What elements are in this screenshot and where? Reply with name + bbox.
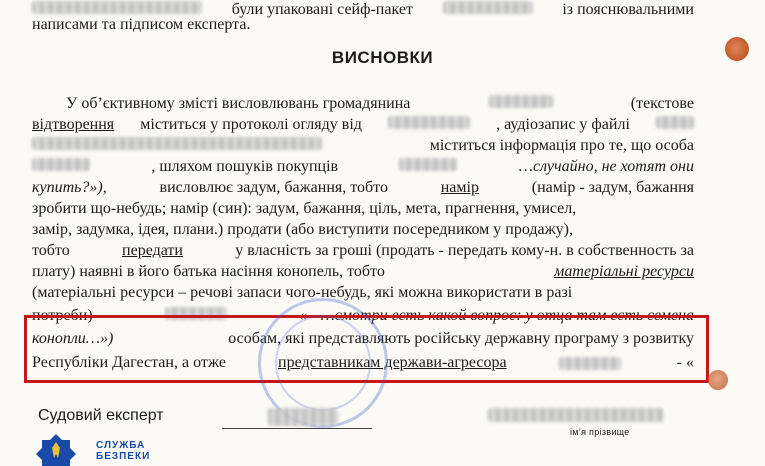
paragraph-line-10: (матеріальні ресурси – речові запаси чого-небудь, які можна використати в разі bbox=[32, 284, 573, 301]
signature-line bbox=[222, 428, 372, 429]
service-name: СЛУЖБА БЕЗПЕКИ bbox=[96, 440, 151, 462]
redacted-block bbox=[399, 158, 457, 171]
punch-hole-icon bbox=[725, 37, 749, 61]
paragraph-line-9: плату) наявні в його батька насіння конопель, тобто матеріальні ресурси bbox=[32, 263, 694, 280]
paragraph-line-1: У об’єктивному змісті висловлювань громадянина (текстове bbox=[66, 95, 694, 112]
paragraph-line-7: замір, задумка, ідея, плани.) продати (або виступити посередником у продажу), bbox=[32, 221, 574, 238]
redacted-block bbox=[489, 95, 553, 108]
header-text-mid: були упаковані сейф-пакет bbox=[231, 1, 413, 18]
paragraph-line-11: потреби) « - …смотри есть какой вопрос: у отца там есть семена bbox=[32, 307, 694, 324]
redacted-name bbox=[488, 408, 664, 422]
redacted-block bbox=[32, 137, 322, 150]
redacted-block bbox=[656, 116, 694, 129]
redacted-block bbox=[388, 116, 470, 129]
redacted-block bbox=[32, 1, 202, 14]
name-caption: ім’я прізвище bbox=[570, 427, 630, 437]
header-text-end: із пояснювальними bbox=[562, 1, 694, 18]
redacted-signature bbox=[268, 408, 338, 426]
expert-label: Судовий експерт bbox=[38, 407, 164, 424]
paragraph-line-12: конопли…») особам, які представляють російську державну програму з розвитку bbox=[32, 330, 694, 347]
paragraph-line-3: міститься інформація про те, що особа bbox=[32, 136, 694, 156]
paragraph-line-13: Республіки Дагестан, а отже представникам держави-агресора - « bbox=[32, 354, 694, 371]
paragraph-line-8: тобто передати у власність за гроші (продать - передать кому-н. в собственность за bbox=[32, 242, 694, 259]
redacted-block bbox=[443, 1, 533, 14]
header-line-2: написами та підписом експерта. bbox=[32, 16, 251, 33]
sbu-shield-logo-icon bbox=[28, 432, 84, 466]
punch-hole-icon bbox=[708, 370, 728, 390]
paragraph-line-4: , шляхом пошуків покупців …случайно, не хотят они bbox=[32, 157, 694, 177]
paragraph-line-2: відтворення міститься у протоколі огляду від , аудіозапис у файлі bbox=[32, 115, 694, 135]
section-title: ВИСНОВКИ bbox=[331, 48, 434, 67]
redacted-block bbox=[32, 158, 90, 171]
paragraph-line-6: зробити що-небудь; намір (син): задум, бажання, ціль, мета, прагнення, умисел, bbox=[32, 200, 577, 217]
paragraph-line-5: купить?»), висловлює задум, бажання, тобто намір (намір - задум, бажання bbox=[32, 179, 694, 196]
